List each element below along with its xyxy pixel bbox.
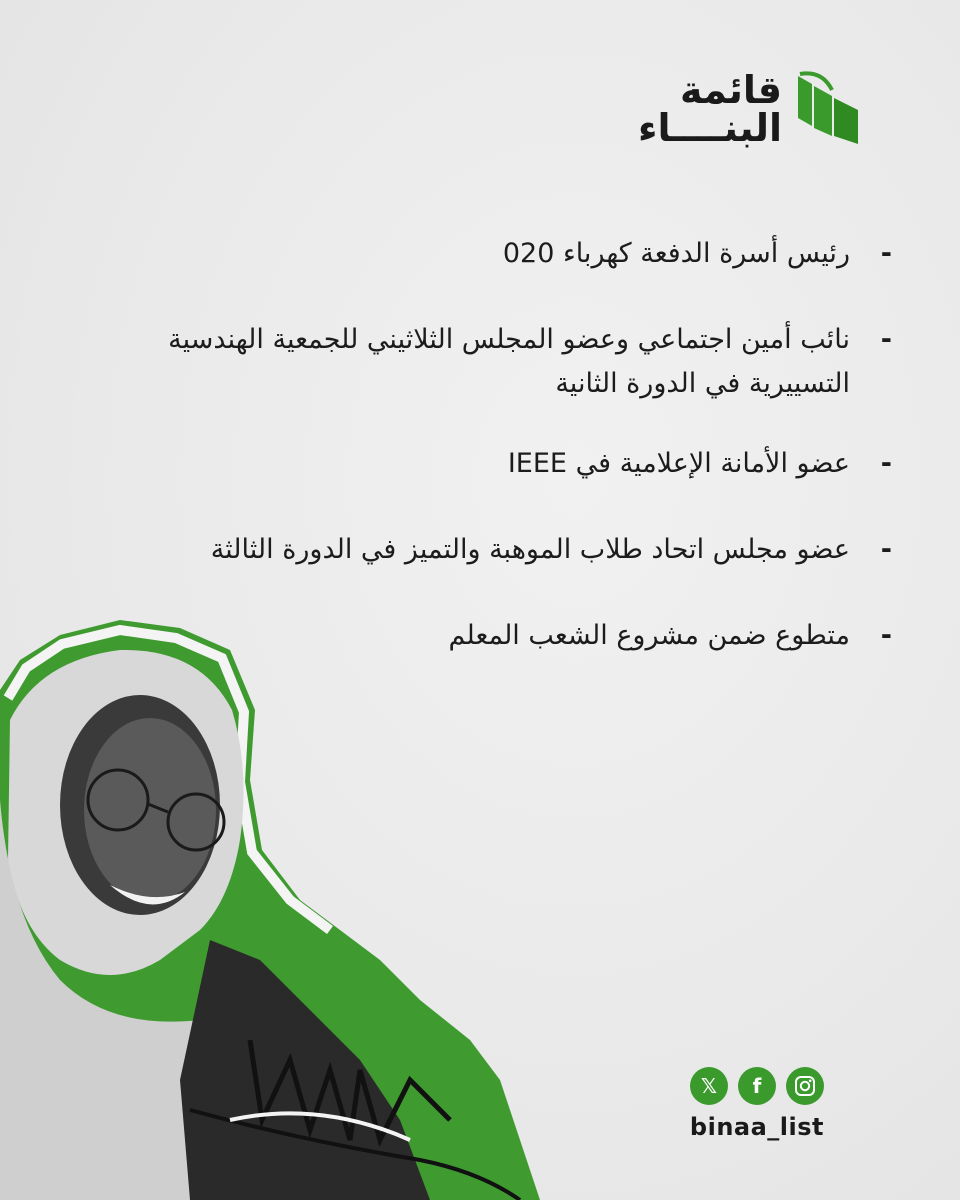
instagram-icon[interactable] bbox=[786, 1067, 824, 1105]
bullet-dash: - bbox=[880, 324, 892, 355]
bullet-dash: - bbox=[880, 534, 892, 565]
social-block bbox=[690, 1067, 824, 1141]
instagram-glyph bbox=[794, 1075, 816, 1097]
list-item-text: عضو الأمانة الإعلامية في IEEE bbox=[507, 448, 850, 479]
bullet-dash: - bbox=[880, 238, 892, 269]
bullet-dash: - bbox=[880, 448, 892, 479]
facebook-glyph: f bbox=[752, 1074, 762, 1098]
social-icons bbox=[690, 1067, 824, 1105]
x-icon[interactable] bbox=[690, 1067, 728, 1105]
list-item-text: عضو مجلس اتحاد طلاب الموهبة والتميز في الدورة الثالثة bbox=[210, 534, 850, 565]
list-item bbox=[72, 232, 892, 276]
x-glyph: 𝕏 bbox=[700, 1074, 718, 1098]
list-item bbox=[72, 442, 892, 486]
list-item-text: نائب أمين اجتماعي وعضو المجلس الثلاثيني للجمعية الهندسية التسييرية في الدورة الثانية bbox=[168, 324, 850, 399]
list-item-text: متطوع ضمن مشروع الشعب المعلم bbox=[448, 620, 850, 651]
logo-line-2: البنــــاء bbox=[638, 106, 782, 150]
brand-logo bbox=[638, 70, 864, 148]
list-item bbox=[72, 318, 892, 406]
logo-line-1: قائمة bbox=[680, 68, 782, 112]
logo-mark-icon bbox=[792, 70, 864, 148]
portrait-cutout bbox=[0, 600, 560, 1200]
list-item bbox=[72, 528, 892, 572]
social-handle[interactable]: binaa_list bbox=[689, 1113, 824, 1141]
portrait-illustration bbox=[0, 600, 560, 1200]
list-item-text: رئيس أسرة الدفعة كهرباء 020 bbox=[502, 238, 850, 269]
bullet-dash: - bbox=[880, 620, 892, 651]
logo-wordmark bbox=[638, 68, 782, 150]
facebook-icon[interactable] bbox=[738, 1067, 776, 1105]
